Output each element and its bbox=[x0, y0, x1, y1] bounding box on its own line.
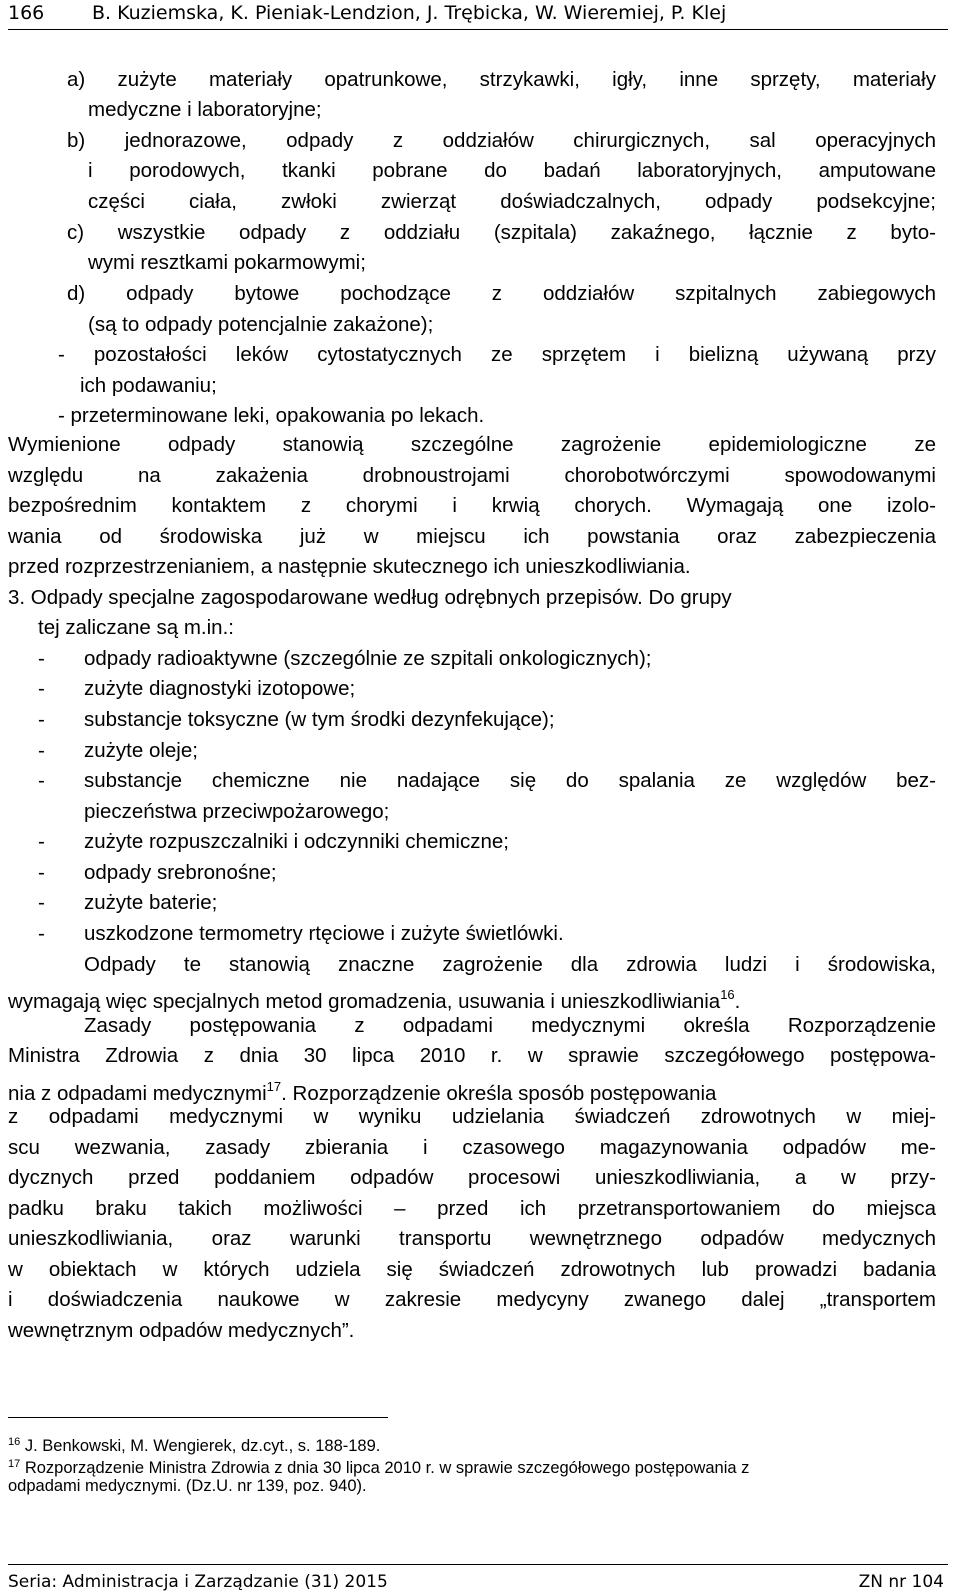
list-item: odpady srebronośne; bbox=[84, 861, 277, 884]
list-item: medyczne i laboratoryjne; bbox=[88, 98, 322, 121]
list-dash: - bbox=[38, 677, 45, 700]
list-dash: - bbox=[38, 739, 45, 762]
text-line: padku braku takich możliwości – przed ich przetransportowaniem do miejsca bbox=[8, 1197, 936, 1220]
list-item: substancje chemiczne nie nadające się do spalania ze względów bez- bbox=[84, 769, 936, 792]
list-item: substancje toksyczne (w tym środki dezynfekujące); bbox=[84, 708, 555, 731]
list-item: zużyte diagnostyki izotopowe; bbox=[84, 677, 356, 700]
text-line: z odpadami medycznymi w wyniku udzielania świadczeń zdrowotnych w miej- bbox=[8, 1105, 936, 1128]
footnote-text: J. Benkowski, M. Wengierek, dz.cyt., s. 188-189. bbox=[24, 1437, 381, 1455]
list-dash: - bbox=[38, 922, 45, 945]
text-line bbox=[8, 980, 741, 1013]
list-dash: - bbox=[38, 647, 45, 670]
footer-rule bbox=[8, 1564, 948, 1565]
text-line: unieszkodliwiania, oraz warunki transportu wewnętrznego odpadów medycznych bbox=[8, 1227, 936, 1250]
footer-series: Seria: Administracja i Zarządzanie (31) 2015 bbox=[8, 1572, 388, 1592]
list-item: zużyte rozpuszczalniki i odczynniki chemiczne; bbox=[84, 830, 509, 853]
text-segment: wymagają więc specjalnych metod gromadzenia, usuwania i unieszkodliwiania bbox=[8, 990, 721, 1013]
running-header bbox=[8, 2, 948, 26]
footnote-ref-16: 16 bbox=[720, 987, 735, 1002]
running-header-authors: B. Kuziemska, K. Pieniak-Lendzion, J. Trębicka, W. Wieremiej, P. Klej bbox=[92, 2, 727, 24]
text-line: dycznych przed poddaniem odpadów procesowi unieszkodliwiania, a w przy- bbox=[8, 1166, 936, 1189]
list-dash: - bbox=[38, 861, 45, 884]
list-item: odpady radioaktywne (szczególnie ze szpitali onkologicznych); bbox=[84, 647, 652, 670]
footer-issue: ZN nr 104 bbox=[858, 1572, 944, 1592]
list-dash: - bbox=[38, 769, 45, 792]
header-rule bbox=[8, 29, 948, 30]
text-line bbox=[8, 1072, 936, 1105]
text-line: Odpady te stanowią znaczne zagrożenie dla zdrowia ludzi i środowiska, bbox=[84, 953, 936, 976]
list-item: - przeterminowane leki, opakowania po lekach. bbox=[58, 404, 485, 427]
footnote-number: 17 bbox=[8, 1458, 21, 1470]
text-line: 3. Odpady specjalne zagospodarowane według odrębnych przepisów. Do grupy bbox=[8, 586, 732, 609]
text-line: scu wezwania, zasady zbierania i czasowego magazynowania odpadów me- bbox=[8, 1136, 936, 1159]
text-line: tej zaliczane są m.in.: bbox=[38, 616, 234, 639]
list-item: d) odpady bytowe pochodzące z oddziałów szpitalnych zabiegowych bbox=[67, 282, 936, 305]
text-segment: . Rozporządzenie określa sposób postępowania bbox=[281, 1082, 717, 1105]
list-item: (są to odpady potencjalnie zakażone); bbox=[88, 313, 434, 336]
text-line: i doświadczenia naukowe w zakresie medycyny zwanego dalej „transportem bbox=[8, 1288, 936, 1311]
footnote-number: 16 bbox=[8, 1436, 21, 1448]
list-item: b) jednorazowe, odpady z oddziałów chirurgicznych, sal operacyjnych bbox=[67, 129, 936, 152]
page-footer bbox=[8, 1570, 948, 1594]
list-item: części ciała, zwłoki zwierząt doświadczalnych, odpady podsekcyjne; bbox=[88, 190, 936, 213]
list-dash: - bbox=[38, 891, 45, 914]
list-item: - pozostałości leków cytostatycznych ze sprzętem i bielizną używaną przy bbox=[58, 343, 936, 366]
text-line: Ministra Zdrowia z dnia 30 lipca 2010 r. w sprawie szczegółowego postępowa- bbox=[8, 1044, 936, 1067]
text-line: wewnętrznym odpadów medycznych”. bbox=[8, 1319, 355, 1342]
list-item: c) wszystkie odpady z oddziału (szpitala) zakaźnego, łącznie z byto- bbox=[67, 221, 936, 244]
text-line: w obiektach w których udziela się świadczeń zdrowotnych lub prowadzi badania bbox=[8, 1258, 936, 1281]
list-item: wymi resztkami pokarmowymi; bbox=[88, 251, 366, 274]
text-segment: . bbox=[734, 990, 741, 1013]
text-line: przed rozprzestrzenianiem, a następnie skutecznego ich unieszkodliwiania. bbox=[8, 555, 691, 578]
footnote-17-continued bbox=[8, 1475, 367, 1497]
list-item: pieczeństwa przeciwpożarowego; bbox=[84, 800, 390, 823]
list-dash: - bbox=[38, 708, 45, 731]
footnote-text: odpadami medycznymi. (Dz.U. nr 139, poz. 940). bbox=[8, 1477, 367, 1495]
page-number: 166 bbox=[8, 2, 45, 24]
list-item: ich podawaniu; bbox=[80, 374, 217, 397]
text-line: Zasady postępowania z odpadami medycznymi określa Rozporządzenie bbox=[84, 1014, 936, 1037]
footnote-ref-17: 17 bbox=[266, 1079, 282, 1094]
list-item: zużyte oleje; bbox=[84, 739, 198, 762]
list-dash: - bbox=[38, 830, 45, 853]
footnote-separator bbox=[8, 1417, 388, 1418]
list-item: zużyte baterie; bbox=[84, 891, 218, 914]
text-line: względu na zakażenia drobnoustrojami chorobotwórczymi spowodowanymi bbox=[8, 464, 936, 487]
text-line: bezpośrednim kontaktem z chorymi i krwią chorych. Wymagają one izolo- bbox=[8, 494, 936, 517]
list-item: uszkodzone termometry rtęciowe i zużyte świetlówki. bbox=[84, 922, 564, 945]
footnote-text: Rozporządzenie Ministra Zdrowia z dnia 30 lipca 2010 r. w sprawie szczegółowego postępowania z bbox=[24, 1459, 750, 1477]
list-item: i porodowych, tkanki pobrane do badań laboratoryjnych, amputowane bbox=[88, 159, 936, 182]
list-item: a) zużyte materiały opatrunkowe, strzykawki, igły, inne sprzęty, materiały bbox=[67, 68, 936, 91]
text-line: Wymienione odpady stanowią szczególne zagrożenie epidemiologiczne ze bbox=[8, 433, 936, 456]
text-line: wania od środowiska już w miejscu ich powstania oraz zabezpieczenia bbox=[8, 525, 936, 548]
text-segment: nia z odpadami medycznymi bbox=[8, 1082, 267, 1105]
